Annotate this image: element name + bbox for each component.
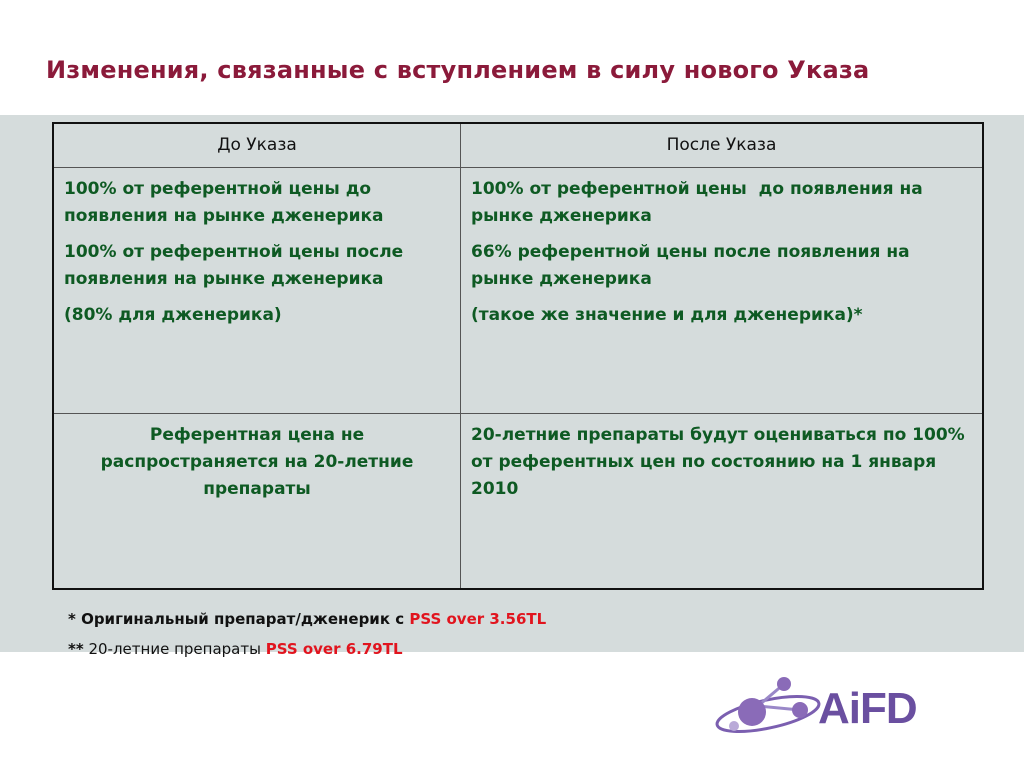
- footnote-1-text: * Оригинальный препарат/дженерик с: [68, 610, 410, 628]
- logo-wordmark: AiFD: [818, 684, 917, 733]
- before-pricing-line-2: 100% от референтной цены после появления на рынке дженерика: [64, 242, 404, 289]
- molecule-orbit-icon: [706, 666, 826, 756]
- footnote-2-mark: **: [68, 640, 84, 658]
- before-pricing-line-1: 100% от референтной цены до появления на рынке дженерика: [64, 179, 384, 226]
- header-after: После Указа: [461, 124, 982, 168]
- before-20-year-text: Референтная цена не распространяется на 20-летние препараты: [100, 425, 414, 499]
- after-20-year-text: 20-летние препараты будут оцениваться по 100% от референтных цен по состоянию на 1 января 2010: [471, 425, 965, 499]
- footnote-1: [68, 610, 546, 628]
- cell-after-20-year: [461, 414, 982, 588]
- footnote-2-text: 20-летние препараты: [83, 640, 266, 658]
- after-pricing-line-3: (такое же значение и для дженерика)*: [471, 305, 863, 325]
- footnote-2-highlight: PSS over 6.79TL: [265, 640, 403, 658]
- after-pricing-line-2: 66% референтной цены после появления на рынке дженерика: [471, 242, 910, 289]
- footnotes: [68, 610, 546, 658]
- before-pricing-line-3: (80% для дженерика): [64, 305, 282, 325]
- comparison-table: [52, 122, 984, 590]
- cell-before-20-year: [54, 414, 461, 588]
- aifd-logo: [706, 666, 964, 756]
- after-pricing-line-1: 100% от референтной цены до появления на рынке дженерика: [471, 179, 929, 226]
- slide-title: Изменения, связанные с вступлением в силу нового Указа: [46, 56, 870, 84]
- cell-before-pricing: [54, 168, 461, 414]
- cell-after-pricing: [461, 168, 982, 414]
- header-before: До Указа: [54, 124, 461, 168]
- footnote-1-highlight: PSS over 3.56TL: [409, 610, 547, 628]
- footnote-2: [68, 640, 546, 658]
